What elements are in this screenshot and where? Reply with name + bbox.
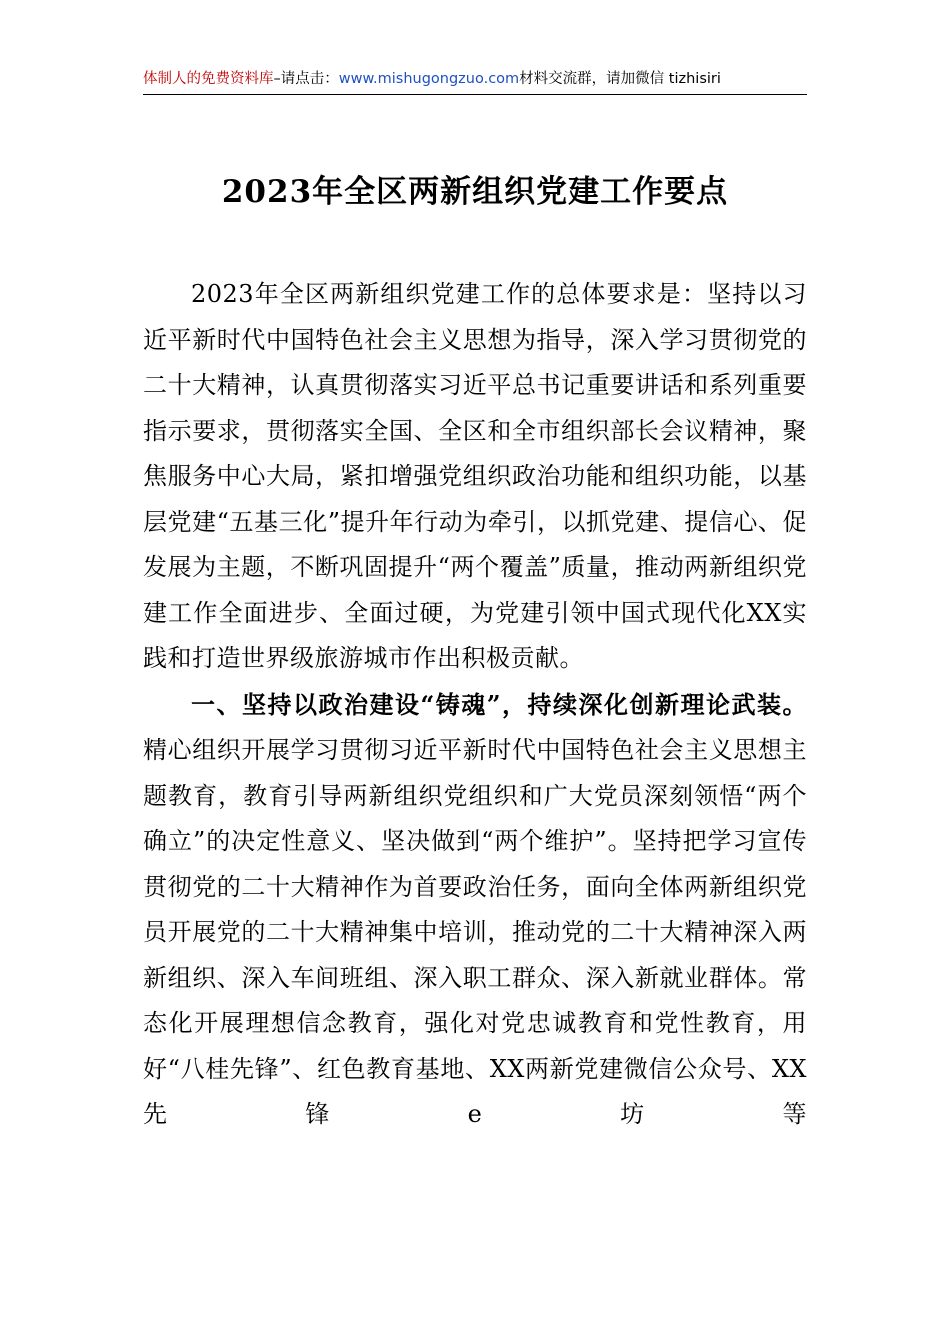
intro-paragraph: 2023年全区两新组织党建工作的总体要求是：坚持以习近平新时代中国特色社会主义思想为指导，深入学习贯彻党的二十大精神，认真贯彻落实习近平总书记重要讲话和系列重要指示要求，贯彻落实全国、全区和全市组织部长会议精神，聚焦服务中心大局，紧扣增强党组织政治功能和组织功能，以基层党建“五基三化”提升年行动为牵引，以抓党建、提信心、促发展为主题，不断巩固提升“两个覆盖”质量，推动两新组织党建工作全面进步、全面过硬，为党建引领中国式现代化XX实践和打造世界级旅游城市作出积极贡献。 (143, 280, 807, 672)
header-website-link[interactable]: www.mishugongzuo.com (338, 71, 520, 87)
document-body (143, 272, 807, 1138)
section-1-heading: 一、坚持以政治建设“铸魂”，持续深化创新理论武装。 (191, 689, 807, 719)
document-title: 2023年全区两新组织党建工作要点 (221, 174, 729, 210)
section-1-paragraph (143, 682, 807, 1138)
page-header (143, 66, 807, 95)
header-separator: –请点击： (273, 71, 339, 87)
header-contact-text: 材料交流群，请加微信 tizhisiri (519, 71, 721, 87)
section-1-body: 精心组织开展学习贯彻习近平新时代中国特色社会主义思想主题教育，教育引导两新组织党组织和广大党员深刻领悟“两个确立”的决定性意义、坚决做到“两个维护”。坚持把学习宣传贯彻党的二十大精神作为首要政治任务，面向全体两新组织党员开展党的二十大精神集中培训，推动党的二十大精神深入两新组织、深入车间班组、深入职工群众、深入新就业群体。常态化开展理想信念教育，强化对党忠诚教育和党性教育，用好“八桂先锋”、红色教育基地、XX两新党建微信公众号、XX先锋e坊等 (143, 736, 807, 1128)
header-library-name: 体制人的免费资料库 (143, 71, 274, 87)
